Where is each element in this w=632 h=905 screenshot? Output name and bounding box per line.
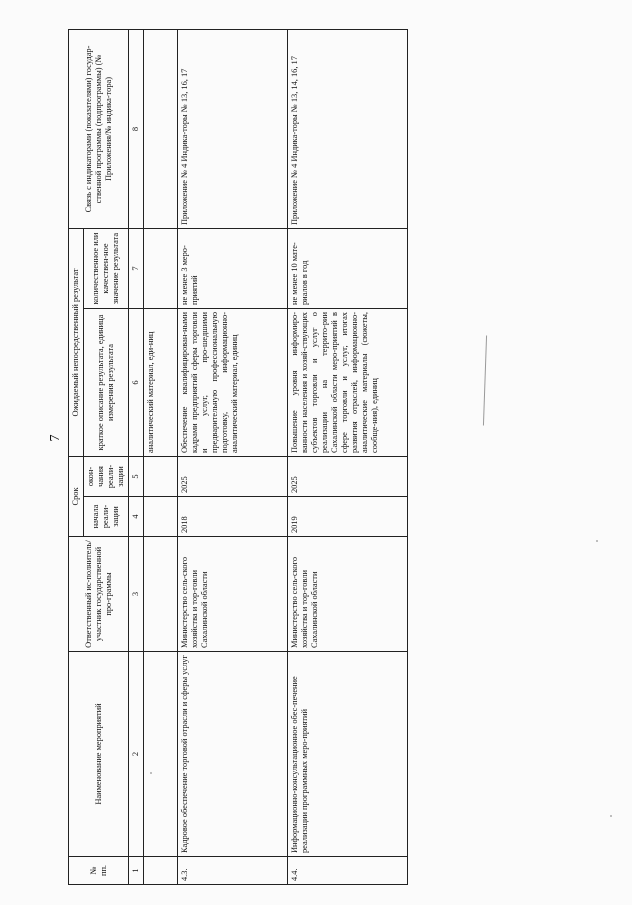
- row-end: 2025: [288, 457, 408, 497]
- header-term-end: окон-чания реали-зации: [84, 457, 129, 497]
- header-term: Срок: [69, 457, 84, 537]
- speck: [596, 540, 598, 542]
- column-number: 7: [129, 229, 144, 309]
- measures-table-page: [68, 30, 448, 885]
- row-link: Приложение № 4 Индика-торы № 13, 14, 16, 17: [288, 30, 408, 229]
- page-number: 7: [48, 434, 63, 442]
- row-no: 4.3.: [178, 857, 288, 885]
- measures-table: [68, 29, 408, 885]
- column-number: 6: [129, 309, 144, 457]
- row-desc: Повышение уровня информиро-ванности населения и хозяй-ствующих субъектов торговли и услуг о реализации на террито-рии Сахалинской области меро-приятий в сфере торговли и услуг, итогах развития отраслей, информационно-аналитические материалы (сюжеты, сообще-ния), единиц: [288, 309, 408, 457]
- header-result: Ожидаемый непосредственный результат: [69, 229, 84, 457]
- header-result-desc: краткое описание результата, единица измерения результата: [84, 309, 129, 457]
- column-number: 3: [129, 537, 144, 652]
- continuation-desc: аналитический материал, еди-ниц: [144, 309, 178, 457]
- row-value: не менее 3 меро-приятий: [178, 229, 288, 309]
- row-start: 2019: [288, 497, 408, 537]
- row-end: 2025: [178, 457, 288, 497]
- speck: [610, 815, 612, 817]
- column-numbers-row: [129, 30, 144, 885]
- table-row: [178, 30, 288, 885]
- row-responsible: Министерство сель-ского хозяйства и тор-говли Сахалинской области: [178, 537, 288, 652]
- header-link: Связь с индикаторами (показателями) государ-ственной программы (подпрограммы) (№ Приложения/№ индика-тора): [69, 30, 129, 229]
- header-term-start: начала реали-зации: [84, 497, 129, 537]
- table-row: [288, 30, 408, 885]
- row-name: Информационно-консультационное обес-печение реализации программных меро-приятий: [288, 652, 408, 857]
- header-no: № пп.: [69, 857, 129, 885]
- row-responsible: Министерство сель-ского хозяйства и тор-говли Сахалинской области: [288, 537, 408, 652]
- column-number: 2: [129, 652, 144, 857]
- pen-mark: [483, 336, 487, 426]
- column-number: 5: [129, 457, 144, 497]
- row-name: Кадровое обеспечение торговой отрасли и сферы услуг: [178, 652, 288, 857]
- continuation-row: [144, 30, 178, 885]
- header-responsible: Ответственный ис-полнитель/участник государственной про-граммы: [69, 537, 129, 652]
- header-name: Наименование мероприятий: [69, 652, 129, 857]
- row-value: не менее 10 мате-риалов в год: [288, 229, 408, 309]
- column-number: 4: [129, 497, 144, 537]
- column-number: 8: [129, 30, 144, 229]
- header-result-value: количественное или качествен-ное значение результата: [84, 229, 129, 309]
- speck: [150, 772, 152, 774]
- row-start: 2018: [178, 497, 288, 537]
- row-link: Приложение № 4 Индика-торы № 13, 16, 17: [178, 30, 288, 229]
- column-number: 1: [129, 857, 144, 885]
- row-desc: Обеспечение квалифицирован-ными кадрами предприятий сферы торговли и услуг, про-шедшими предварительную профессиональную подготовку, информационно-аналитический материал, единиц: [178, 309, 288, 457]
- row-no: 4.4.: [288, 857, 408, 885]
